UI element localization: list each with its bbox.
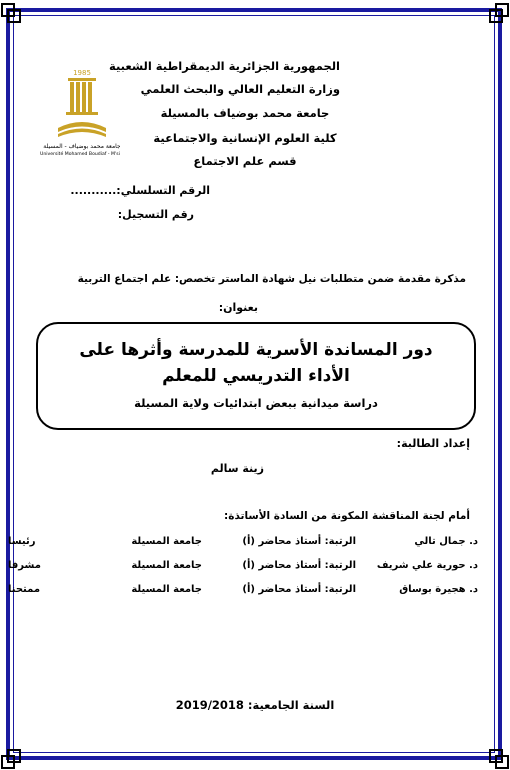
header-faculty: كلية العلوم الإنسانية والاجتماعية — [153, 131, 337, 145]
jury-row — [0, 560, 478, 574]
serial-number-label: الرقم التسلسلي:........... — [70, 184, 210, 197]
corner-ornament-bottom-left — [0, 748, 22, 770]
jury-university: جامعة المسيلة — [131, 560, 202, 571]
registration-label: رقم التسجيل: — [117, 208, 194, 221]
student-name: زينة سالم — [210, 462, 264, 475]
jury-role: مشرفا — [8, 560, 41, 571]
corner-ornament-top-right — [488, 2, 510, 24]
jury-row — [0, 584, 478, 598]
jury-university: جامعة المسيلة — [131, 536, 202, 547]
committee-label: أمام لجنة المناقشة المكونة من السادة الأساتذة: — [224, 510, 470, 522]
header-department: قسم علم الاجتماع — [193, 154, 297, 168]
corner-ornament-bottom-right — [488, 748, 510, 770]
jury-rank: الرتبة: أستاذ محاضر (أ) — [242, 536, 356, 547]
logo-caption-arabic: جامعة محمد بوضياف - المسيلة — [43, 143, 120, 150]
university-logo — [28, 66, 120, 158]
header-ministry: وزارة التعليم العالي والبحث العلمي — [140, 82, 340, 96]
logo-caption-french: Université Mohamed Boudiaf - M'sila — [40, 152, 120, 157]
thesis-title-line-1: دور المساندة الأسرية للمدرسة وأثرها على — [79, 340, 433, 360]
jury-rank: الرتبة: أستاذ محاضر (أ) — [242, 584, 356, 595]
prepared-by-label: إعداد الطالبة: — [396, 437, 470, 450]
jury-name: د. حورية علي شريف — [376, 560, 478, 571]
logo-year: 1985 — [73, 69, 91, 77]
thesis-subtitle: دراسة ميدانية ببعض ابتدائيات ولاية المسيلة — [134, 396, 378, 410]
jury-row — [0, 536, 478, 550]
academic-year: السنة الجامعية: 2019/2018 — [175, 698, 335, 712]
header-university: جامعة محمد بوضياف بالمسيلة — [160, 106, 330, 120]
jury-role: رئيسا — [8, 536, 36, 547]
header-republic: الجمهورية الجزائرية الديمقراطية الشعبية — [108, 59, 340, 73]
jury-name: د. جمال تالي — [414, 536, 478, 547]
corner-ornament-top-left — [0, 2, 22, 24]
jury-role: ممتحنا — [8, 584, 41, 595]
thesis-title-line-2: الأداء التدريسي للمعلم — [162, 366, 350, 386]
jury-name: د. هجيرة بوساق — [399, 584, 478, 595]
titled-label: بعنوان: — [218, 301, 258, 314]
jury-rank: الرتبة: أستاذ محاضر (أ) — [242, 560, 356, 571]
memo-statement: مذكرة مقدمة ضمن متطلبات نيل شهادة الماستر تخصص: علم اجتماع التربية — [77, 273, 466, 285]
jury-university: جامعة المسيلة — [131, 584, 202, 595]
